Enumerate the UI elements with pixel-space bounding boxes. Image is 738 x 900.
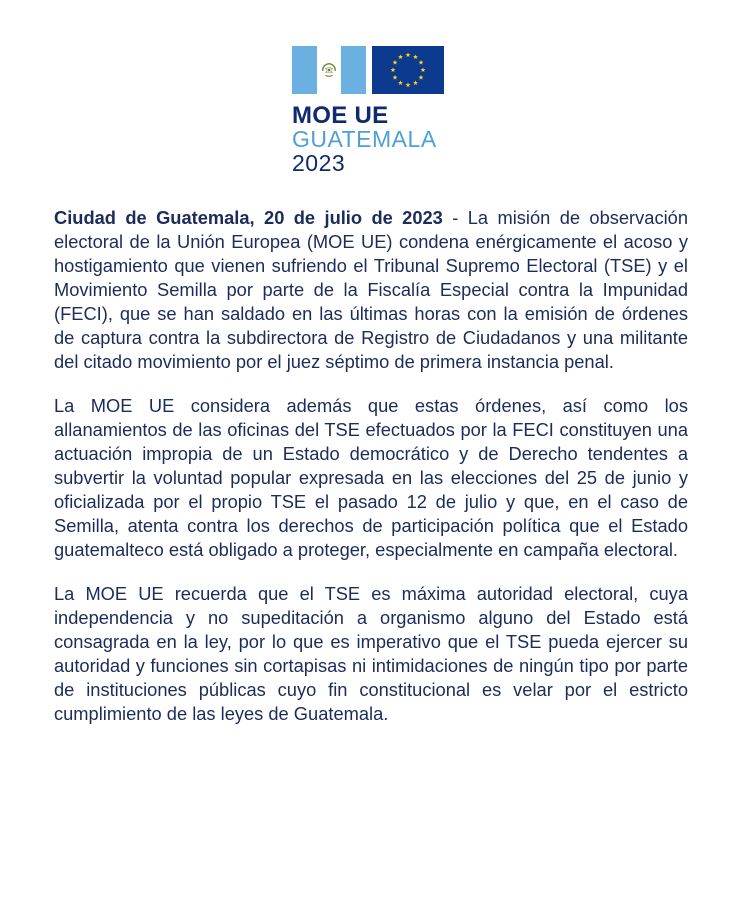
paragraph-1-text: - La misión de observación electoral de la Unión Europea (MOE UE) condena enérgicamente el acoso y hostigamiento que vienen sufriendo el Tribunal Supremo Electoral (TSE) y el Movimiento Semilla por parte de la Fiscalía Especial contra la Impunidad (FECI), que se han saldado en las últimas horas con la emisión de órdenes de captura contra la subdirectora de Registro de Ciudadanos y una militante del citado movimiento por el juez séptimo de primera instancia penal. (54, 207, 688, 372)
paragraph-2: La MOE UE considera además que estas órdenes, así como los allanamientos de las oficinas del TSE efectuados por la FECI constituyen una actuación impropia de un Estado democrático y de Derecho tendentes a subvertir la voluntad popular expresada en las elecciones del 25 de junio y oficializada por el propio TSE el pasado 12 de julio y que, en el caso de Semilla, atenta contra los derechos de participación política que el Estado guatemalteco está obligado a proteger, especialmente en campaña electoral. (54, 395, 688, 560)
flags (292, 46, 444, 94)
coat-of-arms-icon (320, 61, 338, 79)
eu-flag-icon (372, 46, 444, 94)
brand-title: MOE UE (292, 102, 389, 129)
brand-country: GUATEMALA (292, 126, 437, 152)
brand-year: 2023 (292, 150, 346, 176)
dateline: Ciudad de Guatemala, 20 de julio de 2023 (54, 207, 443, 228)
guatemala-flag-icon (292, 46, 366, 94)
press-statement (54, 206, 688, 746)
paragraph-1 (54, 206, 688, 374)
logo-header (0, 0, 738, 190)
paragraph-3: La MOE UE recuerda que el TSE es máxima autoridad electoral, cuya independencia y no supeditación a organismo alguno del Estado está consagrada en la ley, por lo que es imperativo que el TSE pueda ejercer su autoridad y funciones sin cortapisas ni intimidaciones de ningún tipo por parte de instituciones públicas cuyo fin constitucional es velar por el estricto cumplimiento de las leyes de Guatemala. (54, 583, 688, 724)
